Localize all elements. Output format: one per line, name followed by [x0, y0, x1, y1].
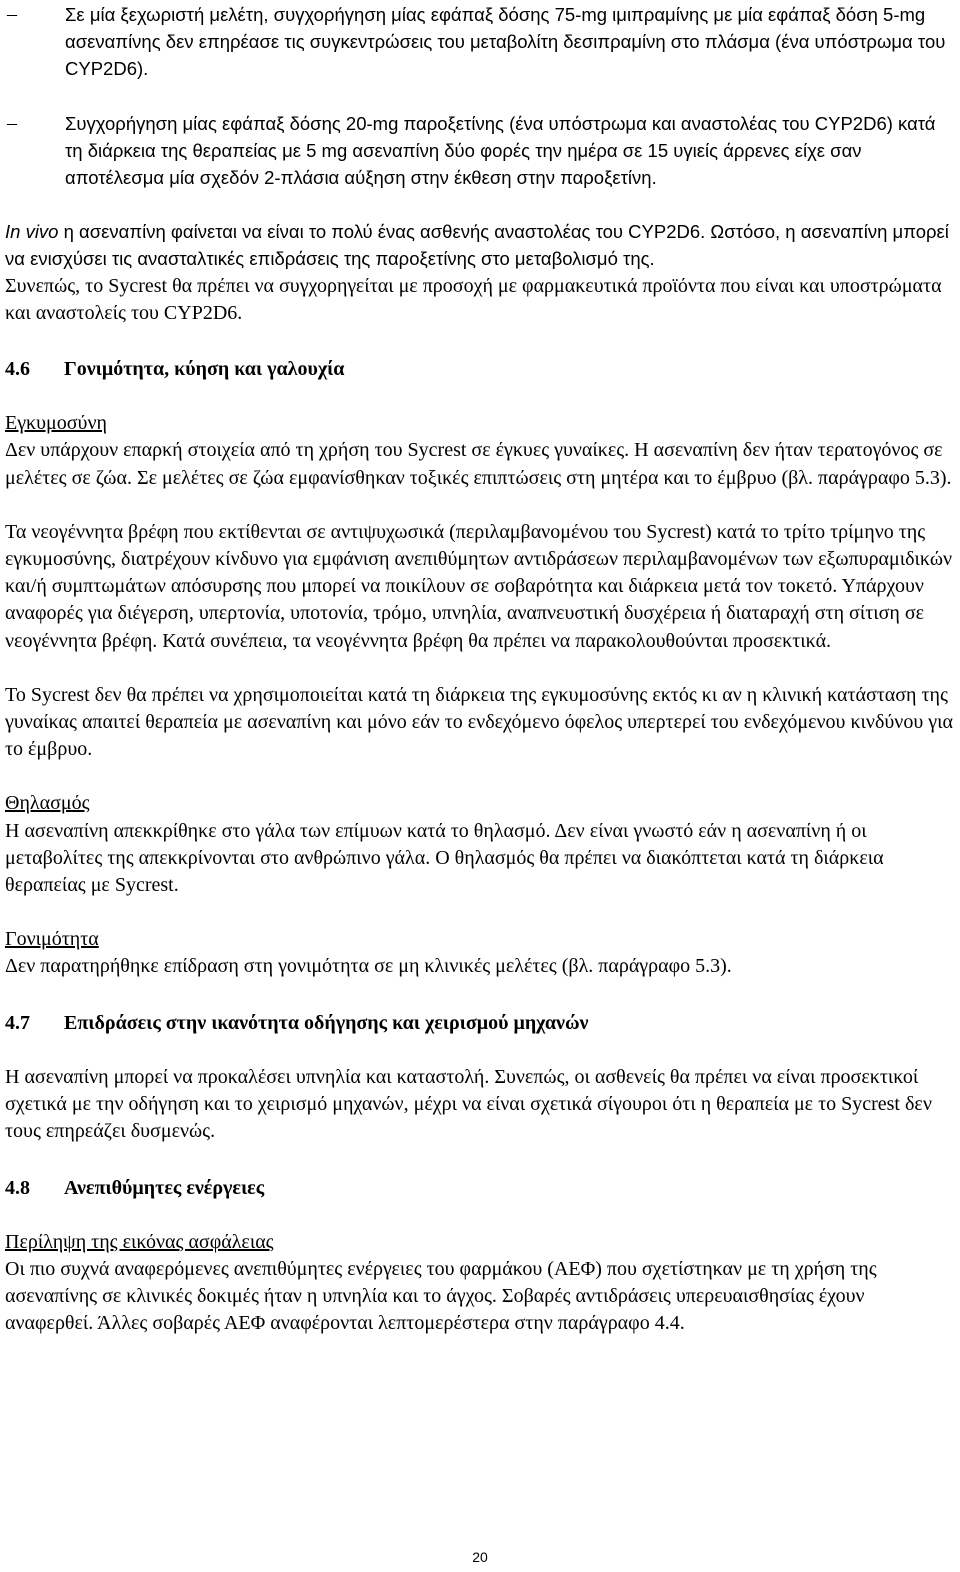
- invivo-block: [5, 218, 955, 327]
- pregnancy-paragraph-1: Δεν υπάρχουν επαρκή στοιχεία από τη χρήση του Sycrest σε έγκυες γυναίκες. Η ασεναπίνη δεν ήταν τερατογόνος σε μελέτες σε ζώα. Σε μελέτες σε ζώα εμφανίσθηκαν τοξικές επιπτώσεις στη μητέρα και το έμβρυο (βλ. παράγραφο 5.3).: [5, 439, 952, 489]
- breastfeeding-paragraph: Η ασεναπίνη απεκκρίθηκε στο γάλα των επίμυων κατά το θηλασμό. Δεν είναι γνωστό εάν η ασεναπίνη ή οι μεταβολίτες της απεκκρίνονται στο ανθρώπινο γάλα. Ο θηλασμός θα πρέπει να διακόπτεται κατά τη διάρκεια θεραπείας με Sycrest.: [5, 819, 884, 897]
- invivo-paragraph: [5, 218, 955, 272]
- subheading-pregnancy: Εγκυμοσύνη: [5, 412, 107, 435]
- section-heading-4-6: [5, 356, 955, 383]
- document-page: [5, 0, 955, 1338]
- bullet-item: [5, 1, 955, 83]
- fertility-paragraph: Δεν παρατηρήθηκε επίδραση στη γονιμότητα σε μη κλινικές μελέτες (βλ. παράγραφο 5.3).: [5, 955, 732, 978]
- invivo-text: η ασεναπίνη φαίνεται να είναι το πολύ ένας ασθενής αναστολέας του CYP2D6. Ωστόσο, η ασεναπίνη μπορεί να ενισχύσει τις ανασταλτικές επιδράσεις της παροξετίνης στο μεταβολισμό της.: [5, 221, 949, 270]
- section-title: Επιδράσεις στην ικανότητα οδήγησης και χειρισμού μηχανών: [64, 1011, 589, 1034]
- bullet-item: [5, 110, 955, 192]
- pregnancy-paragraph-2: Τα νεογέννητα βρέφη που εκτίθενται σε αντιψυχωσικά (περιλαμβανομένου του Sycrest) κατά το τρίτο τρίμηνο της εγκυμοσύνης, διατρέχουν κίνδυνο για εμφάνιση ανεπιθύμητων αντιδράσεων περιλαμβανομένων των εξωπυραμιδικών και/ή συμπτωμάτων απόσυρσης που μπορεί να ποικίλουν σε σοβαρότητα και διάρκεια μετά τον τοκετό. Υπάρχουν αναφορές για διέγερση, υπερτονία, υποτονία, τρόμο, υπνηλία, αναπνευστική δυσχέρεια ή διαταραχή στη σίτιση σε νεογέννητα βρέφη. Κατά συνέπεια, τα νεογέννητα βρέφη θα πρέπει να παρακολουθούνται προσεκτικά.: [5, 520, 953, 652]
- pregnancy-paragraph-3: Το Sycrest δεν θα πρέπει να χρησιμοποιείται κατά τη διάρκεια της εγκυμοσύνης εκτός κι αν η κλινική κατάσταση της γυναίκας απαιτεί θεραπεία με ασεναπίνη και μόνο εάν το ενδεχόμενο όφελος υπερτερεί του ενδεχόμενου κινδύνου για το έμβρυο.: [5, 683, 953, 761]
- dash-marker: –: [7, 3, 17, 25]
- driving-paragraph: Η ασεναπίνη μπορεί να προκαλέσει υπνηλία και καταστολή. Συνεπώς, οι ασθενείς θα πρέπει να είναι προσεκτικοί σχετικά με την οδήγηση και το χειρισμό μηχανών, μέχρι να είναι σχετικά σίγουροι ότι η θεραπεία με το Sycrest δεν τους επηρεάζει δυσμενώς.: [5, 1065, 932, 1143]
- section-number: 4.6: [5, 358, 30, 381]
- subheading-breastfeeding: Θηλασμός: [5, 792, 90, 815]
- bullet-text: Σε μία ξεχωριστή μελέτη, συγχορήγηση μίας εφάπαξ δόσης 75-mg ιμιπραμίνης με μία εφάπαξ δόση 5-mg ασεναπίνης δεν επηρέασε τις συγκεντρώσεις του μεταβολίτη δεσιπραμίνη στο πλάσμα (ένα υπόστρωμα του CYP2D6).: [65, 4, 946, 80]
- section-title: Ανεπιθύμητες ενέργειες: [64, 1176, 265, 1199]
- subheading-fertility: Γονιμότητα: [5, 928, 99, 951]
- section-title: Γονιμότητα, κύηση και γαλουχία: [64, 358, 345, 381]
- section-number: 4.8: [5, 1176, 30, 1199]
- section-number: 4.7: [5, 1011, 30, 1034]
- page-number: 20: [472, 1549, 488, 1565]
- subheading-safety-profile: Περίληψη της εικόνας ασφάλειας: [5, 1230, 274, 1253]
- section-heading-4-7: [5, 1010, 955, 1037]
- dash-marker: –: [7, 111, 17, 134]
- invivo-italic: In vivo: [5, 221, 59, 243]
- invivo-tail: Συνεπώς, το Sycrest θα πρέπει να συγχορηγείται με προσοχή με φαρμακευτικά προϊόντα που είναι και υποστρώματα και αναστολείς του CYP2D6.: [5, 274, 942, 324]
- safety-paragraph: Οι πιο συχνά αναφερόμενες ανεπιθύμητες ενέργειες του φαρμάκου (ΑΕΦ) που σχετίστηκαν με τη χρήση της ασεναπίνης σε κλινικές δοκιμές ήταν η υπνηλία και το άγχος. Σοβαρές αντιδράσεις υπερευαισθησίας έχουν αναφερθεί. Άλλες σοβαρές ΑΕΦ αναφέρονται λεπτομερέστερα στην παράγραφο 4.4.: [5, 1257, 877, 1335]
- section-heading-4-8: [5, 1175, 955, 1202]
- bullet-text: Συγχορήγηση μίας εφάπαξ δόσης 20-mg παροξετίνης (ένα υπόστρωμα και αναστολέας του CYP2D6) κατά τη διάρκεια της θεραπείας με 5 mg ασεναπίνη δύο φορές την ημέρα σε 15 υγιείς άρρενες είχε σαν αποτέλεσμα μία σχεδόν 2-πλάσια αύξηση στην έκθεση στην παροξετίνη.: [65, 112, 936, 189]
